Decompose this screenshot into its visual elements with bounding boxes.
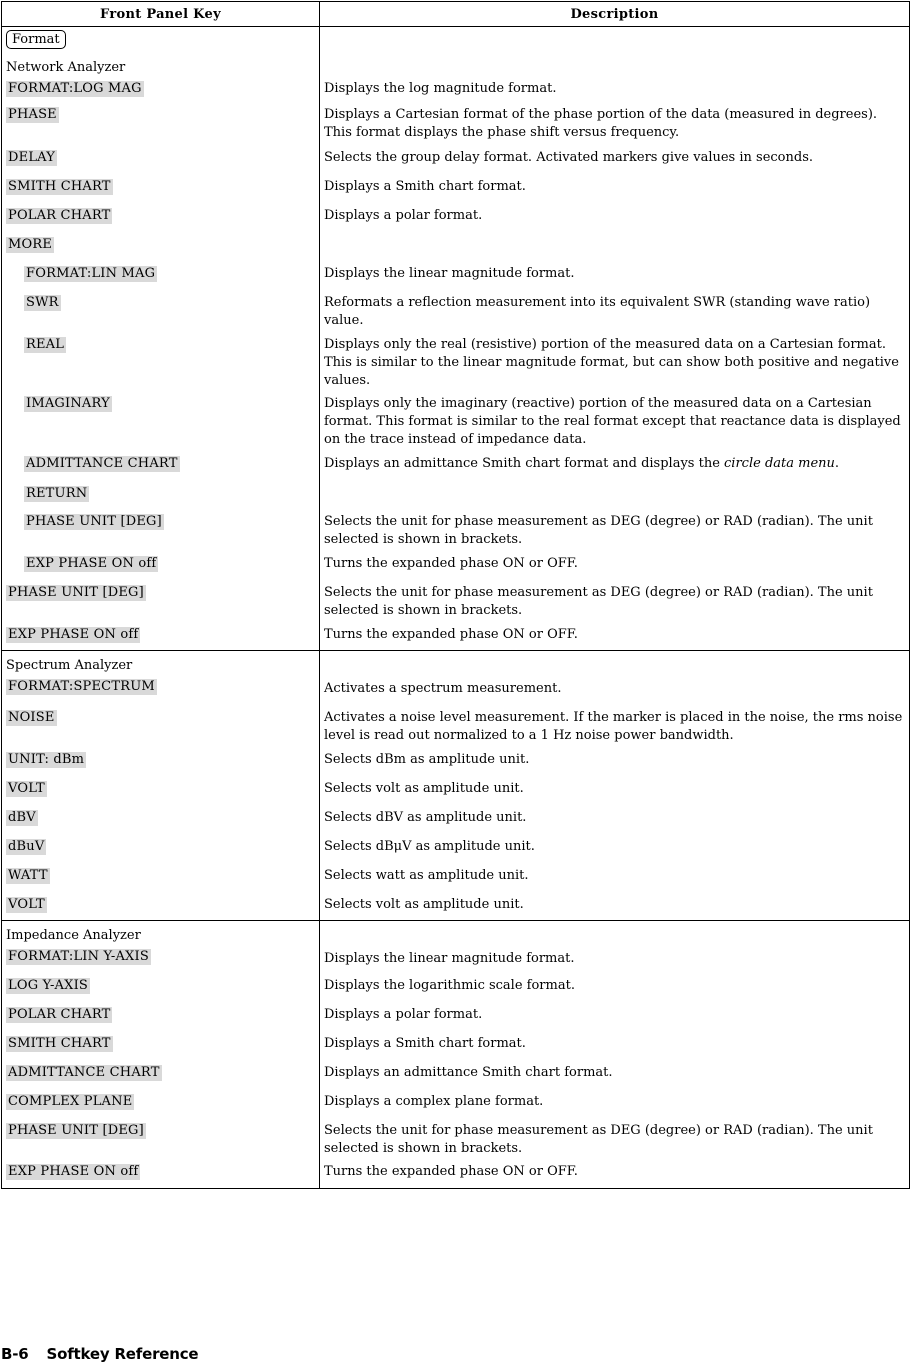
softkey-phase-unit[interactable]: PHASE UNIT [DEG] xyxy=(8,1122,144,1138)
section-label-spectrum: Spectrum Analyzer xyxy=(6,658,133,673)
softkey-polar-chart[interactable]: POLAR CHART xyxy=(8,1006,111,1022)
table-row xyxy=(2,624,910,651)
description: Activates a spectrum measurement. xyxy=(324,680,562,696)
column-header-description: Description xyxy=(320,2,910,27)
softkey-swr[interactable]: SWR xyxy=(26,294,59,310)
description: Displays a complex plane format. xyxy=(324,1093,544,1109)
softkey-watt[interactable]: WATT xyxy=(8,867,48,883)
description: Displays a Smith chart format. xyxy=(324,178,526,194)
table-row xyxy=(2,147,910,176)
description: Displays the linear magnitude format. xyxy=(324,265,575,281)
table-row xyxy=(2,1004,910,1033)
softkey-phase[interactable]: PHASE xyxy=(8,106,57,122)
description: Selects dBμV as amplitude unit. xyxy=(324,838,535,854)
softkey-return[interactable]: RETURN xyxy=(26,485,88,501)
table-row xyxy=(2,865,910,894)
table-row xyxy=(2,393,910,453)
table-header-row xyxy=(2,2,910,27)
softkey-exp-phase[interactable]: EXP PHASE ON off xyxy=(8,1163,139,1179)
page-footer xyxy=(1,1345,198,1363)
softkey-smith-chart[interactable]: SMITH CHART xyxy=(8,178,111,194)
table-row xyxy=(2,453,910,483)
softkey-format-lin-mag[interactable]: FORMAT:LIN MAG xyxy=(26,265,156,281)
table-row xyxy=(2,1120,910,1161)
description: Displays the log magnitude format. xyxy=(324,80,557,96)
description: Displays only the real (resistive) portion of the measured data on a Cartesian format. This is similar to the linear magnitude format, but can show both positive and negative values. xyxy=(324,336,899,388)
table-row xyxy=(2,807,910,836)
table-row xyxy=(2,707,910,749)
table-row xyxy=(2,1091,910,1120)
softkey-complex-plane[interactable]: COMPLEX PLANE xyxy=(8,1093,133,1109)
table-row xyxy=(2,292,910,334)
softkey-volt[interactable]: VOLT xyxy=(8,896,45,912)
softkey-imaginary[interactable]: IMAGINARY xyxy=(26,395,110,411)
description: Selects volt as amplitude unit. xyxy=(324,896,524,912)
table-row xyxy=(2,1033,910,1062)
softkey-log-y-axis[interactable]: LOG Y-AXIS xyxy=(8,977,89,993)
description: Displays a polar format. xyxy=(324,1006,483,1022)
description: Activates a noise level measurement. If the marker is placed in the noise, the rms noise level is read out normalized to a 1 Hz noise power bandwidth. xyxy=(324,709,903,743)
description: Displays only the imaginary (reactive) portion of the measured data on a Cartesian format. This format is similar to the real format except that reactance data is displayed on the trace instead of impedance data. xyxy=(324,395,901,447)
softkey-reference-table xyxy=(1,1,910,1189)
table-row xyxy=(2,676,910,707)
table-row xyxy=(2,334,910,393)
softkey-exp-phase[interactable]: EXP PHASE ON off xyxy=(26,555,157,571)
table-row xyxy=(2,749,910,778)
table-row xyxy=(2,894,910,921)
description: Selects the unit for phase measurement as DEG (degree) or RAD (radian). The unit selected is shown in brackets. xyxy=(324,1122,873,1156)
page-section-title: Softkey Reference xyxy=(46,1345,199,1363)
description: Turns the expanded phase ON or OFF. xyxy=(324,1163,578,1179)
softkey-delay[interactable]: DELAY xyxy=(8,149,55,165)
description xyxy=(324,234,909,236)
description: Reformats a reflection measurement into its equivalent SWR (standing wave ratio) value. xyxy=(324,294,871,328)
softkey-dbv[interactable]: dBV xyxy=(8,809,36,825)
description: Displays a polar format. xyxy=(324,207,483,223)
softkey-format-lin-y-axis[interactable]: FORMAT:LIN Y-AXIS xyxy=(8,948,149,964)
table-row xyxy=(2,483,910,511)
description: Selects the unit for phase measurement as DEG (degree) or RAD (radian). The unit selected is shown in brackets. xyxy=(324,584,873,618)
table-row xyxy=(2,946,910,975)
description: Selects the unit for phase measurement as DEG (degree) or RAD (radian). The unit selected is shown in brackets. xyxy=(324,513,873,547)
table-row xyxy=(2,651,910,676)
description: Displays a Smith chart format. xyxy=(324,1035,526,1051)
softkey-admittance-chart[interactable]: ADMITTANCE CHART xyxy=(26,455,178,471)
description: Displays a Cartesian format of the phase portion of the data (measured in degrees). This format displays the phase shift versus frequency. xyxy=(324,106,878,140)
table-row xyxy=(2,836,910,865)
description: Displays an admittance Smith chart format and displays the circle data menu. xyxy=(324,455,840,471)
description: Selects dBV as amplitude unit. xyxy=(324,809,527,825)
table-row xyxy=(2,78,910,104)
description: Displays the linear magnitude format. xyxy=(324,950,575,966)
softkey-phase-unit[interactable]: PHASE UNIT [DEG] xyxy=(26,513,162,529)
format-hardkey[interactable]: Format xyxy=(6,30,66,49)
softkey-admittance-chart[interactable]: ADMITTANCE CHART xyxy=(8,1064,160,1080)
description: Displays an admittance Smith chart format. xyxy=(324,1064,613,1080)
description: Selects dBm as amplitude unit. xyxy=(324,751,530,767)
softkey-volt[interactable]: VOLT xyxy=(8,780,45,796)
softkey-unit-dbm[interactable]: UNIT: dBm xyxy=(8,751,85,767)
table-row xyxy=(2,975,910,1004)
softkey-format-spectrum[interactable]: FORMAT:SPECTRUM xyxy=(8,678,155,694)
description: Turns the expanded phase ON or OFF. xyxy=(324,555,578,571)
page-number: B-6 xyxy=(1,1345,29,1363)
table-row xyxy=(2,263,910,292)
description xyxy=(324,483,909,485)
table-row xyxy=(2,27,910,57)
softkey-exp-phase[interactable]: EXP PHASE ON off xyxy=(8,626,139,642)
description: Selects volt as amplitude unit. xyxy=(324,780,524,796)
softkey-phase-unit[interactable]: PHASE UNIT [DEG] xyxy=(8,584,144,600)
description: Selects watt as amplitude unit. xyxy=(324,867,529,883)
softkey-more[interactable]: MORE xyxy=(8,236,53,252)
table-row xyxy=(2,582,910,624)
table-row xyxy=(2,176,910,205)
table-row xyxy=(2,104,910,147)
table-row xyxy=(2,1161,910,1189)
table-row xyxy=(2,205,910,234)
column-header-key: Front Panel Key xyxy=(2,2,320,27)
section-label-network: Network Analyzer xyxy=(6,59,126,75)
table-row xyxy=(2,553,910,582)
table-row xyxy=(2,57,910,78)
softkey-dbuv[interactable]: dBuV xyxy=(8,838,45,854)
section-label-impedance: Impedance Analyzer xyxy=(6,928,141,943)
description: Displays the logarithmic scale format. xyxy=(324,977,575,993)
softkey-real[interactable]: REAL xyxy=(26,336,65,352)
softkey-noise[interactable]: NOISE xyxy=(8,709,55,725)
softkey-smith-chart[interactable]: SMITH CHART xyxy=(8,1035,111,1051)
table-row xyxy=(2,921,910,946)
description: Selects the group delay format. Activated markers give values in seconds. xyxy=(324,149,813,165)
softkey-format-log-mag[interactable]: FORMAT:LOG MAG xyxy=(8,80,142,96)
table-row xyxy=(2,511,910,553)
description: Turns the expanded phase ON or OFF. xyxy=(324,626,578,642)
table-row xyxy=(2,1062,910,1091)
circle-data-menu-ref: circle data menu xyxy=(724,455,835,471)
softkey-polar-chart[interactable]: POLAR CHART xyxy=(8,207,111,223)
table-row xyxy=(2,778,910,807)
table-row xyxy=(2,234,910,263)
